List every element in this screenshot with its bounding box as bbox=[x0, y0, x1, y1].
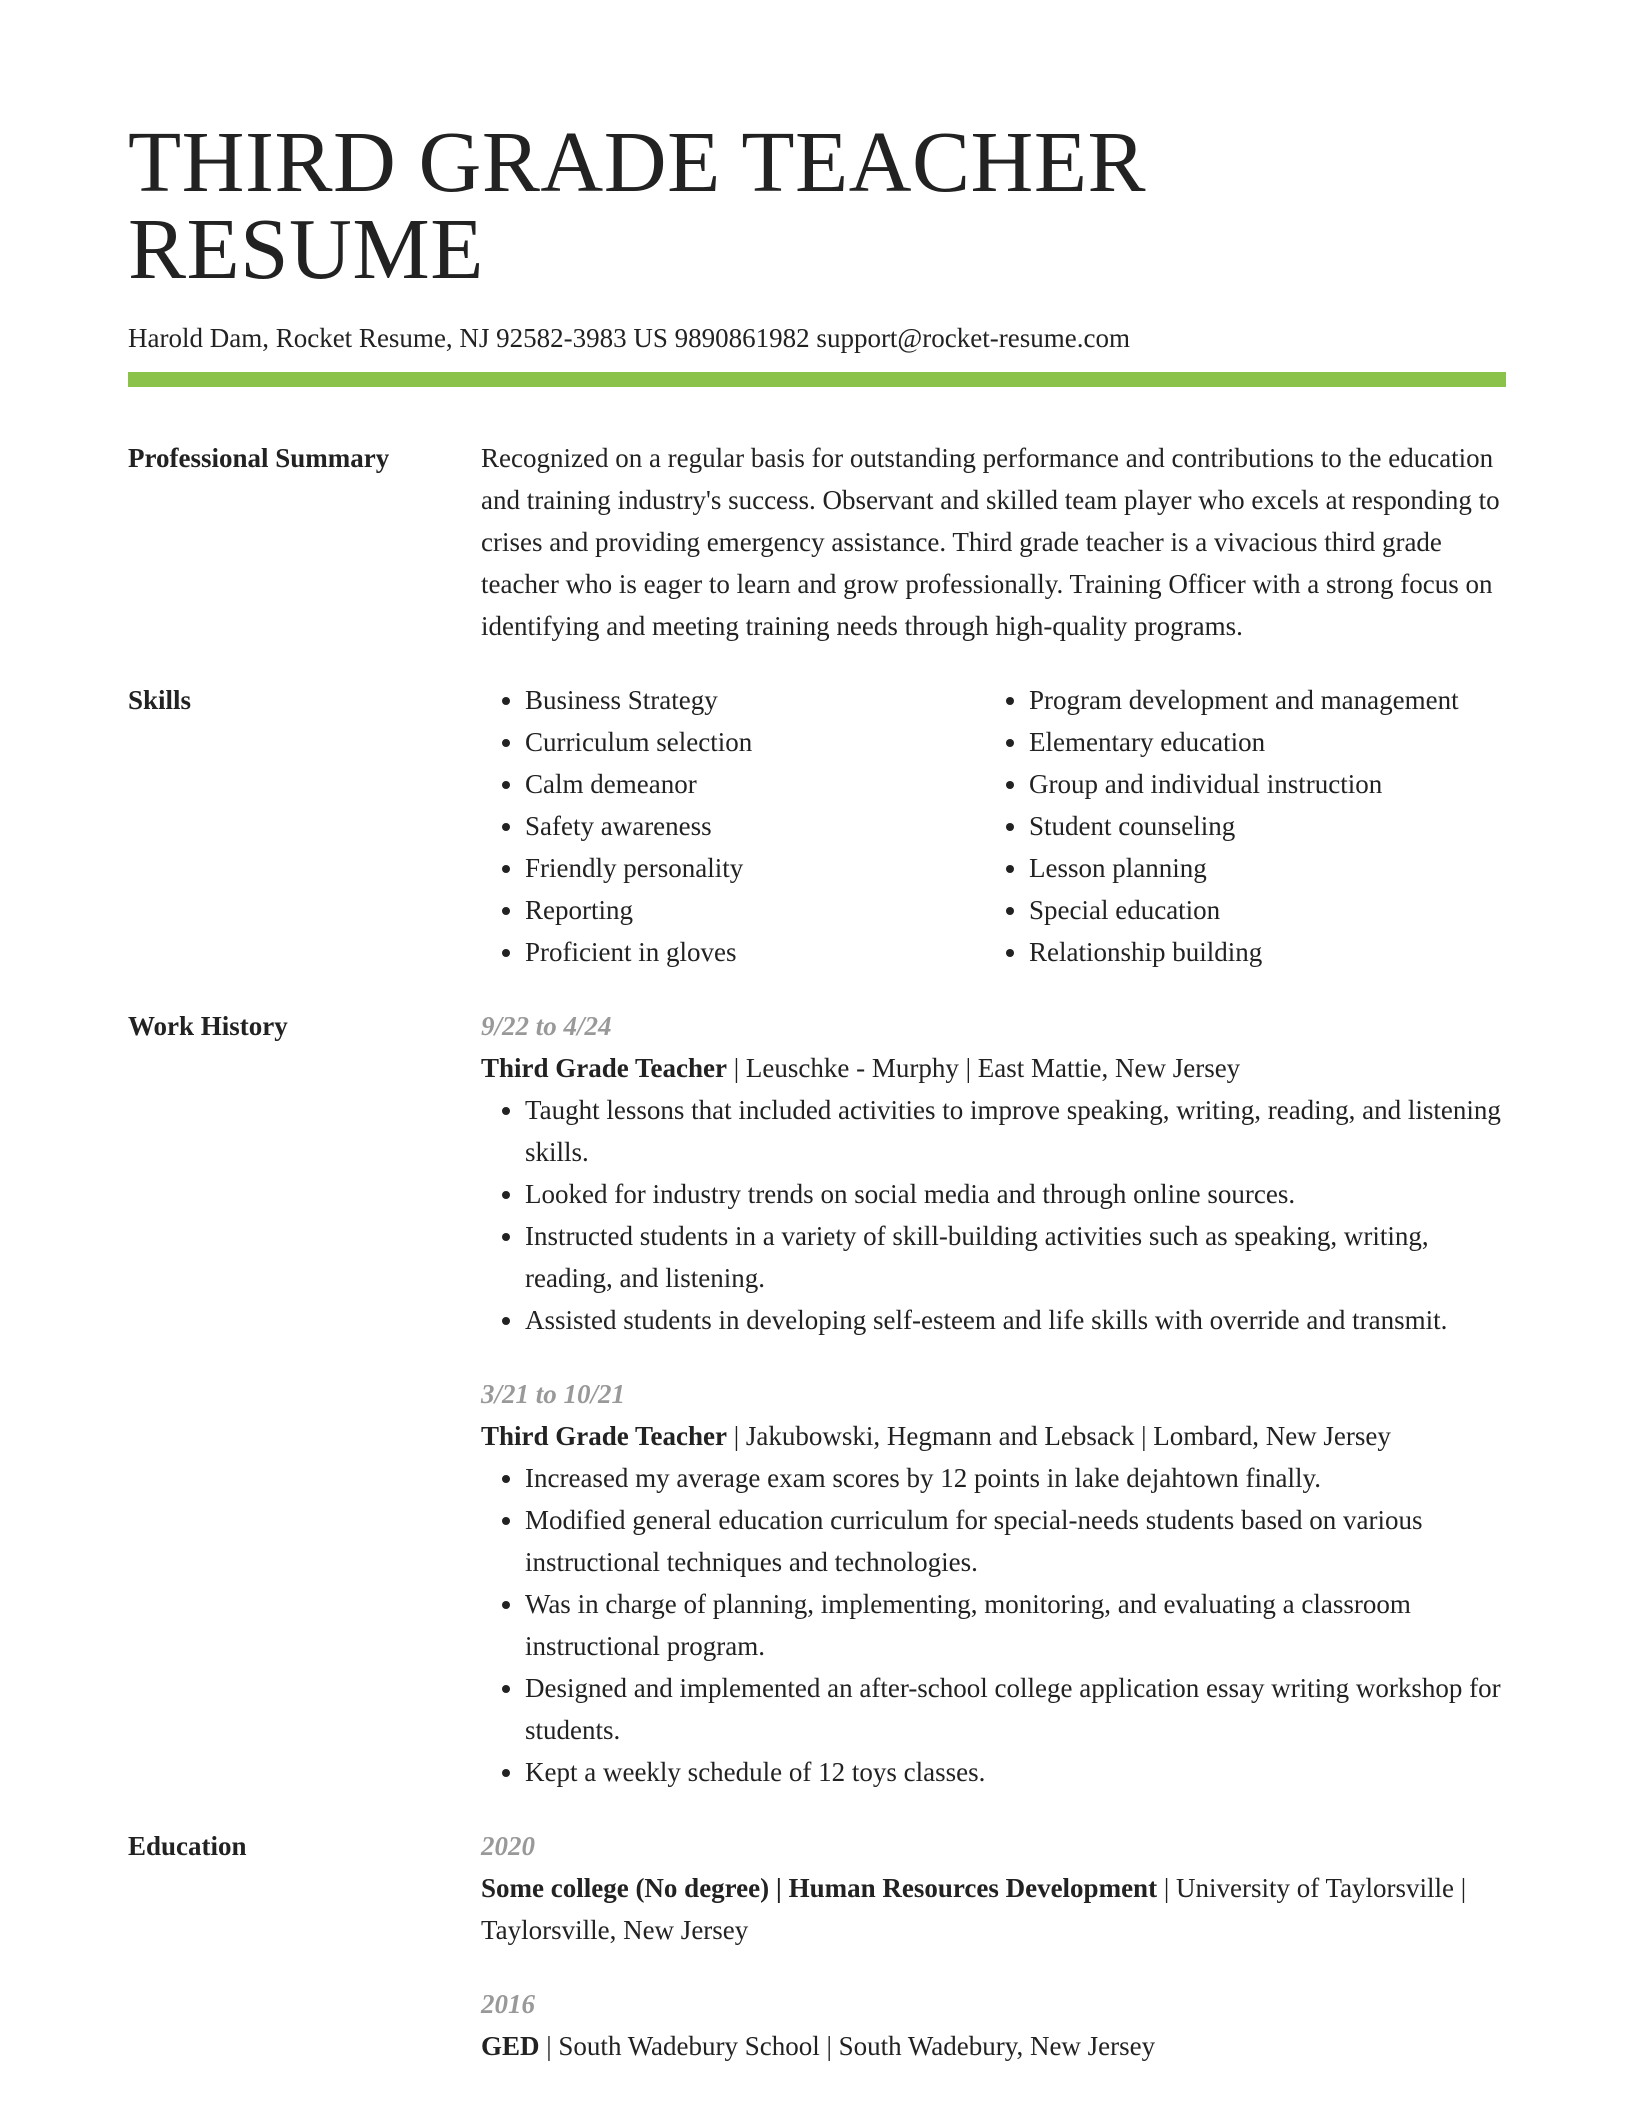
skill-item: • Relationship building bbox=[1029, 931, 1489, 973]
job-bullets bbox=[481, 1457, 1504, 1793]
education-heading-line bbox=[481, 1867, 1504, 1951]
job-bullet: • Increased my average exam scores by 12 points in lake dejahtown finally. bbox=[525, 1457, 1504, 1499]
education-degree: Some college (No degree) | Human Resources Development bbox=[481, 1873, 1158, 1903]
summary-section bbox=[128, 437, 1504, 647]
skill-item: • Curriculum selection bbox=[525, 721, 985, 763]
job-bullet: • Taught lessons that included activities to improve speaking, writing, reading, and listening skills. bbox=[525, 1089, 1504, 1173]
education-heading-line bbox=[481, 2025, 1504, 2067]
job-title: Third Grade Teacher bbox=[481, 1421, 728, 1451]
skill-item: • Program development and management bbox=[1029, 679, 1489, 721]
job-bullet: • Looked for industry trends on social media and through online sources. bbox=[525, 1173, 1504, 1215]
job-title: Third Grade Teacher bbox=[481, 1053, 728, 1083]
skill-item: • Business Strategy bbox=[525, 679, 985, 721]
skills-column-right bbox=[985, 679, 1489, 973]
education-details: | University of Taylorsville | Taylorsville, New Jersey bbox=[481, 1873, 1467, 1945]
skill-item: • Calm demeanor bbox=[525, 763, 985, 805]
job-bullet: • Designed and implemented an after-school college application essay writing workshop for students. bbox=[525, 1667, 1504, 1751]
job-entry bbox=[481, 1005, 1504, 1341]
skill-item: • Elementary education bbox=[1029, 721, 1489, 763]
job-bullet: • Was in charge of planning, implementing, monitoring, and evaluating a classroom instructional program. bbox=[525, 1583, 1504, 1667]
resume-title: THIRD GRADE TEACHER RESUME bbox=[128, 113, 1147, 297]
summary-heading: Professional Summary bbox=[128, 443, 390, 473]
skill-item: • Friendly personality bbox=[525, 847, 985, 889]
education-entry bbox=[481, 1825, 1504, 1951]
skill-item: • Group and individual instruction bbox=[1029, 763, 1489, 805]
skills-section bbox=[128, 679, 1504, 973]
education-heading: Education bbox=[128, 1831, 247, 1861]
education-year: 2020 bbox=[481, 1831, 535, 1861]
education-degree: GED bbox=[481, 2031, 540, 2061]
skill-item: • Reporting bbox=[525, 889, 985, 931]
education-year: 2016 bbox=[481, 1989, 535, 2019]
education-section bbox=[128, 1825, 1504, 2067]
job-entry bbox=[481, 1373, 1504, 1793]
skill-item: • Student counseling bbox=[1029, 805, 1489, 847]
education-details: | South Wadebury School | South Wadebury, New Jersey bbox=[539, 2031, 1156, 2061]
job-heading bbox=[481, 1047, 1504, 1089]
job-dates: 9/22 to 4/24 bbox=[481, 1011, 612, 1041]
job-bullet: • Modified general education curriculum for special-needs students based on various instructional techniques and technologies. bbox=[525, 1499, 1504, 1583]
skill-item: • Proficient in gloves bbox=[525, 931, 985, 973]
summary-text: Recognized on a regular basis for outstanding performance and contributions to the education and training industry's success. Observant and skilled team player who excels at responding to crises and providing emergency assistance. Third grade teacher is a vivacious third grade teacher who is eager to learn and grow professionally. Training Officer with a strong focus on identifying and meeting training needs through high-quality programs. bbox=[481, 443, 1500, 641]
work-history-section bbox=[128, 1005, 1504, 1793]
education-entry bbox=[481, 1983, 1504, 2067]
job-bullet: • Assisted students in developing self-esteem and life skills with override and transmit. bbox=[525, 1299, 1504, 1341]
skills-column-left bbox=[481, 679, 985, 973]
job-bullet: • Instructed students in a variety of skill-building activities such as speaking, writing, reading, and listening. bbox=[525, 1215, 1504, 1299]
skill-item: • Safety awareness bbox=[525, 805, 985, 847]
job-heading bbox=[481, 1415, 1504, 1457]
skills-heading: Skills bbox=[128, 685, 192, 715]
contact-info: Harold Dam, Rocket Resume, NJ 92582-3983 US 9890861982 support@rocket-resume.com bbox=[128, 323, 1130, 353]
header-divider bbox=[128, 372, 1506, 387]
skill-item: • Lesson planning bbox=[1029, 847, 1489, 889]
work-history-heading: Work History bbox=[128, 1011, 288, 1041]
job-bullet: • Kept a weekly schedule of 12 toys classes. bbox=[525, 1751, 1504, 1793]
job-details: | Leuschke - Murphy | East Mattie, New Jersey bbox=[727, 1053, 1241, 1083]
skill-item: • Special education bbox=[1029, 889, 1489, 931]
job-bullets bbox=[481, 1089, 1504, 1341]
job-details: | Jakubowski, Hegmann and Lebsack | Lombard, New Jersey bbox=[727, 1421, 1391, 1451]
job-dates: 3/21 to 10/21 bbox=[481, 1379, 626, 1409]
